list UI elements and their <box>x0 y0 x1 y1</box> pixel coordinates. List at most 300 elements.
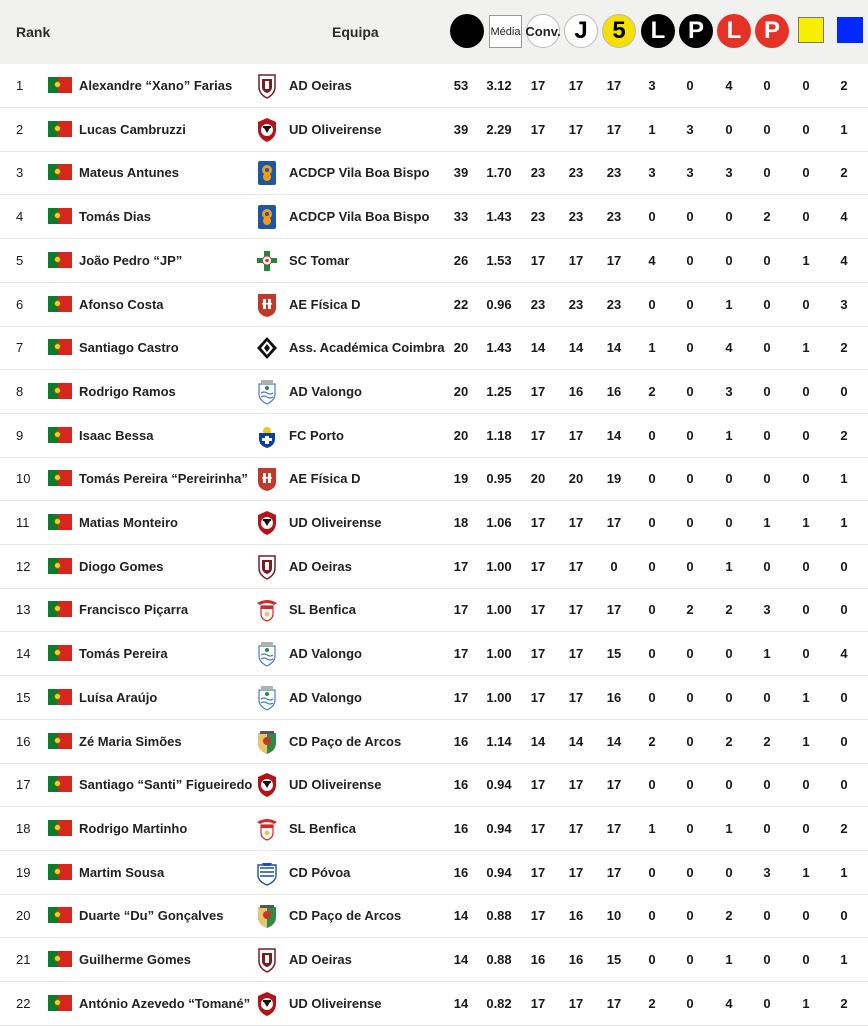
p-red-header[interactable]: P <box>755 14 789 48</box>
portugal-flag-icon <box>48 689 72 705</box>
p-red-cell: 0 <box>763 995 771 1011</box>
rank-cell: 9 <box>16 427 24 443</box>
goals-cell: 39 <box>453 121 469 137</box>
l-black-cell: 1 <box>648 340 656 356</box>
p-black-cell: 0 <box>686 646 694 662</box>
starting-five-cell: 23 <box>606 165 622 181</box>
starting-five-cell: 17 <box>606 602 622 618</box>
fisica-crest-icon <box>256 292 278 318</box>
team-name[interactable]: SL Benfica <box>289 602 356 618</box>
yellow-cards-cell: 1 <box>802 689 810 705</box>
team-name[interactable]: AD Valongo <box>289 646 362 662</box>
team-name[interactable]: UD Oliveirense <box>289 121 382 137</box>
table-row[interactable] <box>0 283 868 327</box>
table-row[interactable] <box>0 239 868 283</box>
yellow-cards-cell: 1 <box>802 252 810 268</box>
table-row[interactable] <box>0 588 868 632</box>
called-up-cell: 17 <box>530 777 546 793</box>
blue-cards-cell: 0 <box>840 733 848 749</box>
player-name[interactable]: Francisco Piçarra <box>79 602 189 618</box>
yellow-cards-cell: 0 <box>802 646 810 662</box>
p-black-cell: 0 <box>686 471 694 487</box>
average-cell: 0.88 <box>486 908 512 924</box>
yellow-cards-cell: 0 <box>802 820 810 836</box>
goals-cell: 20 <box>453 340 469 356</box>
p-red-cell: 0 <box>763 340 771 356</box>
portugal-flag-icon <box>48 164 72 180</box>
called-up-cell: 16 <box>530 952 546 967</box>
valongo-crest-icon <box>256 641 278 667</box>
yellow-cards-cell: 0 <box>802 209 810 225</box>
goals-cell: 17 <box>453 602 469 618</box>
blue-cards-cell: 1 <box>840 471 848 487</box>
blue-cards-cell: 0 <box>840 777 848 793</box>
portugal-flag-icon <box>48 820 72 836</box>
average-cell: 0.94 <box>486 864 512 880</box>
l-red-cell: 1 <box>725 952 733 967</box>
yellow-cards-cell: 0 <box>802 558 810 574</box>
goals-cell: 18 <box>453 515 469 530</box>
called-up-cell: 17 <box>530 602 546 618</box>
l-red-cell: 4 <box>725 995 733 1011</box>
table-row[interactable] <box>0 938 868 982</box>
goals-cell: 20 <box>453 427 469 443</box>
l-black-cell: 0 <box>648 602 656 618</box>
starting-five-cell: 17 <box>606 864 622 880</box>
average-cell: 0.94 <box>486 820 512 836</box>
starting-five-cell: 17 <box>606 515 622 530</box>
p-red-cell: 0 <box>763 908 771 924</box>
blue-cards-cell: 2 <box>840 340 848 356</box>
games-cell: 17 <box>568 121 584 137</box>
team-name[interactable]: CD Póvoa <box>289 864 351 880</box>
l-red-cell: 0 <box>725 209 733 225</box>
l-red-cell: 0 <box>725 121 733 137</box>
player-name[interactable]: Santiago “Santi” Figueiredo <box>79 777 253 793</box>
team-name[interactable]: AD Oeiras <box>289 952 352 967</box>
goals-cell: 39 <box>453 165 469 181</box>
valongo-crest-icon <box>256 685 278 711</box>
goals-cell: 14 <box>453 995 469 1011</box>
starting-five-cell: 17 <box>606 777 622 793</box>
average-cell: 1.25 <box>486 383 512 399</box>
called-up-cell: 17 <box>530 121 546 137</box>
team-header[interactable]: Equipa <box>332 24 379 40</box>
p-red-cell: 0 <box>763 777 771 793</box>
tomar-crest-icon <box>256 248 278 274</box>
oeiras-crest-icon <box>256 947 278 973</box>
blue-cards-cell: 1 <box>840 952 848 967</box>
called-up-cell: 17 <box>530 995 546 1011</box>
table-row[interactable] <box>0 676 868 720</box>
l-red-cell: 2 <box>725 602 733 618</box>
games-cell: 16 <box>568 383 584 399</box>
table-row[interactable] <box>0 763 868 807</box>
starting-five-cell: 17 <box>606 820 622 836</box>
l-red-cell: 1 <box>725 558 733 574</box>
player-name[interactable]: Matias Monteiro <box>79 515 178 530</box>
blue-cards-cell: 0 <box>840 602 848 618</box>
p-red-cell: 0 <box>763 952 771 967</box>
portugal-flag-icon <box>48 601 72 617</box>
player-name[interactable]: Alexandre “Xano” Farias <box>79 78 233 93</box>
oliveirense-crest-icon <box>256 772 278 798</box>
p-black-cell: 0 <box>686 340 694 356</box>
l-red-cell: 4 <box>725 78 733 93</box>
player-name[interactable]: Isaac Bessa <box>79 427 154 443</box>
player-name[interactable]: Rodrigo Ramos <box>79 383 176 399</box>
p-red-cell: 0 <box>763 427 771 443</box>
p-black-cell: 0 <box>686 427 694 443</box>
called-up-cell: 17 <box>530 78 546 93</box>
average-cell: 1.14 <box>486 733 512 749</box>
rank-cell: 16 <box>16 733 31 749</box>
player-name[interactable]: João Pedro “JP” <box>79 252 183 268</box>
p-black-cell: 0 <box>686 383 694 399</box>
p-black-header[interactable]: P <box>679 14 713 48</box>
goals-cell: 17 <box>453 558 469 574</box>
team-name[interactable]: AE Física D <box>289 296 361 312</box>
table-row[interactable] <box>0 632 868 676</box>
l-black-cell: 0 <box>648 558 656 574</box>
portugal-flag-icon <box>48 296 72 312</box>
starting-five-cell: 17 <box>606 995 622 1011</box>
called-up-cell: 20 <box>530 471 546 487</box>
team-name[interactable]: Ass. Académica Coimbra <box>289 340 445 356</box>
team-name[interactable]: SC Tomar <box>289 252 350 268</box>
games-cell: 17 <box>568 558 584 574</box>
starting-five-cell: 17 <box>606 121 622 137</box>
team-name[interactable]: CD Paço de Arcos <box>289 908 402 924</box>
table-row[interactable] <box>0 151 868 195</box>
blue-cards-cell: 4 <box>840 646 848 662</box>
team-name[interactable]: UD Oliveirense <box>289 777 382 793</box>
blue-cards-cell: 0 <box>840 383 848 399</box>
table-row[interactable] <box>0 64 868 108</box>
l-black-cell: 2 <box>648 995 656 1011</box>
player-name[interactable]: Lucas Cambruzzi <box>79 121 186 137</box>
team-name[interactable]: CD Paço de Arcos <box>289 733 402 749</box>
blue-cards-cell: 2 <box>840 78 848 93</box>
rank-cell: 21 <box>16 952 31 967</box>
l-black-cell: 0 <box>648 952 656 967</box>
rank-cell: 1 <box>16 78 24 93</box>
table-row[interactable] <box>0 501 868 545</box>
p-red-cell: 0 <box>763 78 771 93</box>
portugal-flag-icon <box>48 252 72 268</box>
average-cell: 0.96 <box>486 296 512 312</box>
l-black-cell: 3 <box>648 78 656 93</box>
games-cell: 17 <box>568 602 584 618</box>
goals-icon[interactable] <box>450 14 484 48</box>
l-black-cell: 0 <box>648 515 656 530</box>
games-cell: 17 <box>568 646 584 662</box>
player-name[interactable]: Zé Maria Simões <box>79 733 182 749</box>
blue-cards-cell: 3 <box>840 296 848 312</box>
p-black-cell: 0 <box>686 515 694 530</box>
l-black-cell: 0 <box>648 777 656 793</box>
player-name[interactable]: Tomás Dias <box>79 209 152 225</box>
called-up-cell: 23 <box>530 296 546 312</box>
portugal-flag-icon <box>48 776 72 792</box>
called-up-cell: 17 <box>530 689 546 705</box>
yellow-cards-cell: 1 <box>802 340 810 356</box>
yellow-cards-cell: 0 <box>802 908 810 924</box>
p-black-cell: 0 <box>686 908 694 924</box>
rank-cell: 11 <box>16 515 30 530</box>
rank-cell: 22 <box>16 995 31 1011</box>
starting-five-cell: 10 <box>606 908 622 924</box>
benfica-crest-icon <box>256 816 278 842</box>
starting-five-cell: 23 <box>606 209 622 225</box>
l-red-cell: 2 <box>725 733 733 749</box>
called-up-cell: 23 <box>530 209 546 225</box>
team-name[interactable]: AD Valongo <box>289 689 362 705</box>
games-cell: 14 <box>568 733 584 749</box>
team-name[interactable]: SL Benfica <box>289 820 356 836</box>
l-black-cell: 0 <box>648 908 656 924</box>
portugal-flag-icon <box>48 995 72 1011</box>
blue-cards-cell: 2 <box>840 995 848 1011</box>
blue-card-icon[interactable] <box>837 17 863 43</box>
called-up-cell: 14 <box>530 340 546 356</box>
table-row[interactable] <box>0 108 868 152</box>
called-up-cell: 17 <box>530 383 546 399</box>
vilaboa-crest-icon <box>256 204 278 230</box>
games-cell: 17 <box>568 777 584 793</box>
rank-cell: 3 <box>16 165 24 181</box>
l-black-cell: 4 <box>648 252 656 268</box>
p-black-cell: 0 <box>686 995 694 1011</box>
portugal-flag-icon <box>48 864 72 880</box>
yellow-cards-cell: 0 <box>802 296 810 312</box>
academica-crest-icon <box>256 335 278 361</box>
table-row[interactable] <box>0 894 868 938</box>
povoa-crest-icon <box>256 860 278 886</box>
p-red-cell: 3 <box>763 602 771 618</box>
called-up-cell: 14 <box>530 733 546 749</box>
portugal-flag-icon <box>48 208 72 224</box>
l-black-cell: 1 <box>648 121 656 137</box>
fisica-crest-icon <box>256 466 278 492</box>
portugal-flag-icon <box>48 951 72 967</box>
table-row[interactable] <box>0 545 868 589</box>
l-red-cell: 0 <box>725 471 733 487</box>
l-black-cell: 1 <box>648 820 656 836</box>
table-row[interactable] <box>0 982 868 1026</box>
average-cell: 3.12 <box>486 78 512 93</box>
player-name[interactable]: Diogo Gomes <box>79 558 164 574</box>
starting-five-cell: 23 <box>606 296 622 312</box>
team-name[interactable]: UD Oliveirense <box>289 995 382 1011</box>
average-cell: 0.94 <box>486 777 512 793</box>
blue-cards-cell: 0 <box>840 689 848 705</box>
goals-cell: 16 <box>453 733 469 749</box>
goals-cell: 26 <box>453 252 469 268</box>
average-cell: 0.82 <box>486 995 512 1011</box>
l-red-cell: 0 <box>725 252 733 268</box>
p-black-cell: 0 <box>686 689 694 705</box>
rank-cell: 19 <box>16 864 31 880</box>
starting-five-cell: 17 <box>606 78 622 93</box>
p-red-cell: 0 <box>763 383 771 399</box>
games-cell: 17 <box>568 864 584 880</box>
player-name[interactable]: Tomás Pereira “Pereirinha” <box>79 471 248 487</box>
oliveirense-crest-icon <box>256 991 278 1017</box>
yellow-cards-cell: 0 <box>802 165 810 181</box>
games-cell: 17 <box>568 820 584 836</box>
games-cell: 23 <box>568 296 584 312</box>
blue-cards-cell: 2 <box>840 165 848 181</box>
p-black-cell: 0 <box>686 209 694 225</box>
team-name[interactable]: ACDCP Vila Boa Bispo <box>289 209 430 225</box>
table-row[interactable] <box>0 414 868 458</box>
average-header[interactable]: Média <box>489 15 522 48</box>
portugal-flag-icon <box>48 645 72 661</box>
rank-cell: 2 <box>16 121 24 137</box>
average-cell: 1.43 <box>486 209 512 225</box>
team-name[interactable]: AD Oeiras <box>289 78 352 93</box>
player-name[interactable]: Tomás Pereira <box>79 646 168 662</box>
team-name[interactable]: AD Oeiras <box>289 558 352 574</box>
average-cell: 1.00 <box>486 646 512 662</box>
player-name[interactable]: Santiago Castro <box>79 340 179 356</box>
l-black-cell: 0 <box>648 646 656 662</box>
portugal-flag-icon <box>48 907 72 923</box>
player-name[interactable]: Afonso Costa <box>79 296 164 312</box>
l-red-cell: 1 <box>725 820 733 836</box>
yellow-card-icon[interactable] <box>798 17 824 43</box>
average-cell: 1.00 <box>486 689 512 705</box>
called-up-cell: 17 <box>530 646 546 662</box>
blue-cards-cell: 2 <box>840 427 848 443</box>
p-black-cell: 0 <box>686 733 694 749</box>
starting-five-header[interactable]: 5 <box>602 14 636 48</box>
table-row[interactable] <box>0 457 868 501</box>
blue-cards-cell: 4 <box>840 209 848 225</box>
player-name[interactable]: Duarte “Du” Gonçalves <box>79 908 224 924</box>
p-black-cell: 0 <box>686 777 694 793</box>
starting-five-cell: 16 <box>606 383 622 399</box>
player-name[interactable]: Guilherme Gomes <box>79 952 191 967</box>
p-red-cell: 0 <box>763 121 771 137</box>
portugal-flag-icon <box>48 514 72 530</box>
rank-cell: 10 <box>16 471 31 487</box>
goals-cell: 16 <box>453 864 469 880</box>
porto-crest-icon <box>256 423 278 449</box>
l-black-header[interactable]: L <box>641 14 675 48</box>
starting-five-cell: 15 <box>606 952 622 967</box>
rank-cell: 13 <box>16 602 31 618</box>
blue-cards-cell: 1 <box>840 864 848 880</box>
table-row[interactable] <box>0 195 868 239</box>
p-black-cell: 3 <box>686 121 694 137</box>
p-black-cell: 0 <box>686 78 694 93</box>
blue-cards-cell: 0 <box>840 558 848 574</box>
player-name[interactable]: Mateus Antunes <box>79 165 179 181</box>
team-name[interactable]: AE Física D <box>289 471 361 487</box>
table-row[interactable] <box>0 720 868 764</box>
rank-cell: 12 <box>16 558 31 574</box>
player-name[interactable]: Martim Sousa <box>79 864 165 880</box>
goals-cell: 16 <box>453 820 469 836</box>
l-black-cell: 0 <box>648 209 656 225</box>
yellow-cards-cell: 0 <box>802 777 810 793</box>
table-row[interactable] <box>0 807 868 851</box>
table-row[interactable] <box>0 851 868 895</box>
yellow-cards-cell: 1 <box>802 995 810 1011</box>
portugal-flag-icon <box>48 121 72 137</box>
p-red-cell: 3 <box>763 864 771 880</box>
oliveirense-crest-icon <box>256 117 278 143</box>
vilaboa-crest-icon <box>256 160 278 186</box>
average-cell: 1.18 <box>486 427 512 443</box>
p-red-cell: 0 <box>763 689 771 705</box>
goals-cell: 14 <box>453 952 469 967</box>
games-cell: 17 <box>568 427 584 443</box>
team-name[interactable]: ACDCP Vila Boa Bispo <box>289 165 430 181</box>
l-red-cell: 0 <box>725 864 733 880</box>
l-red-header[interactable]: L <box>717 14 751 48</box>
yellow-cards-cell: 0 <box>802 471 810 487</box>
starting-five-cell: 14 <box>606 340 622 356</box>
goals-cell: 33 <box>453 209 469 225</box>
player-name[interactable]: Rodrigo Martinho <box>79 820 188 836</box>
l-red-cell: 0 <box>725 689 733 705</box>
yellow-cards-cell: 0 <box>802 427 810 443</box>
rank-cell: 14 <box>16 646 31 662</box>
p-red-cell: 2 <box>763 209 771 225</box>
average-cell: 1.06 <box>486 515 512 530</box>
starting-five-cell: 14 <box>606 733 622 749</box>
l-black-cell: 3 <box>648 165 656 181</box>
yellow-cards-cell: 1 <box>802 864 810 880</box>
average-cell: 1.53 <box>486 252 512 268</box>
l-black-cell: 0 <box>648 864 656 880</box>
team-name[interactable]: UD Oliveirense <box>289 515 382 530</box>
table-row[interactable] <box>0 326 868 370</box>
yellow-cards-cell: 1 <box>802 515 810 530</box>
l-black-cell: 2 <box>648 733 656 749</box>
table-row[interactable] <box>0 370 868 414</box>
goals-cell: 53 <box>453 78 469 93</box>
l-black-cell: 0 <box>648 296 656 312</box>
p-red-cell: 1 <box>763 515 771 530</box>
yellow-cards-cell: 0 <box>802 602 810 618</box>
p-black-cell: 0 <box>686 864 694 880</box>
called-up-cell: 23 <box>530 165 546 181</box>
rank-header[interactable]: Rank <box>16 24 51 40</box>
rank-cell: 4 <box>16 209 24 225</box>
rank-cell: 15 <box>16 689 31 705</box>
player-name[interactable]: Luísa Araújo <box>79 689 158 705</box>
pacoarcos-crest-icon <box>256 903 278 929</box>
team-name[interactable]: AD Valongo <box>289 383 362 399</box>
called-up-cell: 17 <box>530 908 546 924</box>
games-header[interactable]: J <box>564 14 598 48</box>
goals-cell: 17 <box>453 646 469 662</box>
portugal-flag-icon <box>48 558 72 574</box>
games-cell: 16 <box>568 908 584 924</box>
rank-cell: 8 <box>16 383 24 399</box>
team-name[interactable]: FC Porto <box>289 427 344 443</box>
blue-cards-cell: 1 <box>840 121 848 137</box>
average-cell: 1.43 <box>486 340 512 356</box>
starting-five-cell: 15 <box>606 646 622 662</box>
player-name[interactable]: António Azevedo “Tomané” <box>79 995 251 1011</box>
average-cell: 1.00 <box>486 558 512 574</box>
called-up-header[interactable]: Conv. <box>526 14 560 48</box>
